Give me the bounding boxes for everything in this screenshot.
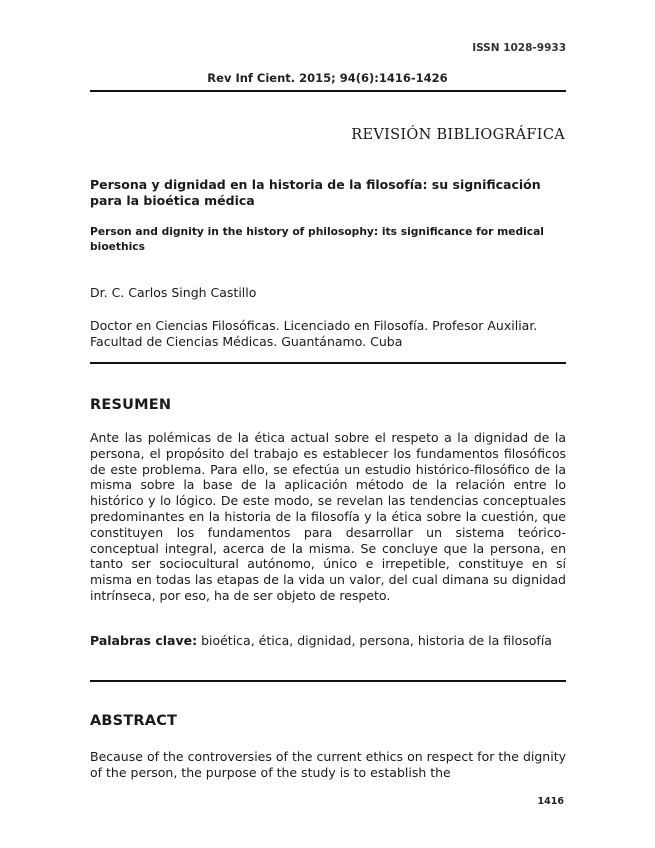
resumen-heading: RESUMEN bbox=[90, 397, 172, 413]
header-divider bbox=[90, 90, 566, 92]
section-type: REVISIÓN BIBLIOGRÁFICA bbox=[351, 127, 565, 143]
abstract-heading: ABSTRACT bbox=[90, 713, 178, 729]
section-divider bbox=[90, 680, 566, 682]
keywords-list: bioética, ética, dignidad, persona, historia de la filosofía bbox=[201, 633, 552, 648]
article-title-english: Person and dignity in the history of philosophy: its significance for medical bioethics bbox=[90, 225, 544, 253]
article-title-spanish: Persona y dignidad en la historia de la filosofía: su significación para la bioética médica bbox=[90, 177, 541, 208]
issn-label: ISSN 1028-9933 bbox=[472, 42, 566, 54]
author-name: Dr. C. Carlos Singh Castillo bbox=[90, 285, 257, 300]
page-number: 1416 bbox=[537, 796, 564, 807]
keywords-label: Palabras clave: bbox=[90, 633, 198, 648]
keywords bbox=[90, 633, 566, 649]
abstract-paragraph: Because of the controversies of the current ethics on respect for the dignity of the person, the purpose of the study is to establish the bbox=[90, 749, 566, 780]
author-affiliation: Doctor en Ciencias Filosóficas. Licenciado en Filosofía. Profesor Auxiliar. Facultad de Ciencias Médicas. Guantánamo. Cuba bbox=[90, 318, 538, 349]
resumen-paragraph: Ante las polémicas de la ética actual sobre el respeto a la dignidad de la persona, el propósito del trabajo es establecer los fundamentos filosóficos de este problema. Para ello, se efectúa un estudio histórico-filosófico de la misma sobre la base de la aplicación método de la relación entre lo histórico y lo lógico. De este modo, se revelan las tendencias conceptuales predominantes en la historia de la filosofía y la ética sobre la cuestión, que constituyen los fundamentos para desarrollar un sistema teórico-conceptual integral, acerca de la misma. Se concluye que la persona, en tanto ser sociocultural autónomo, único e irrepetible, constituye en sí misma en todas las etapas de la vida un valor, del cual dimana su dignidad intrínseca, por eso, ha de ser objeto de respeto. bbox=[90, 430, 566, 603]
journal-citation: Rev Inf Cient. 2015; 94(6):1416-1426 bbox=[207, 71, 448, 85]
section-divider bbox=[90, 362, 566, 364]
